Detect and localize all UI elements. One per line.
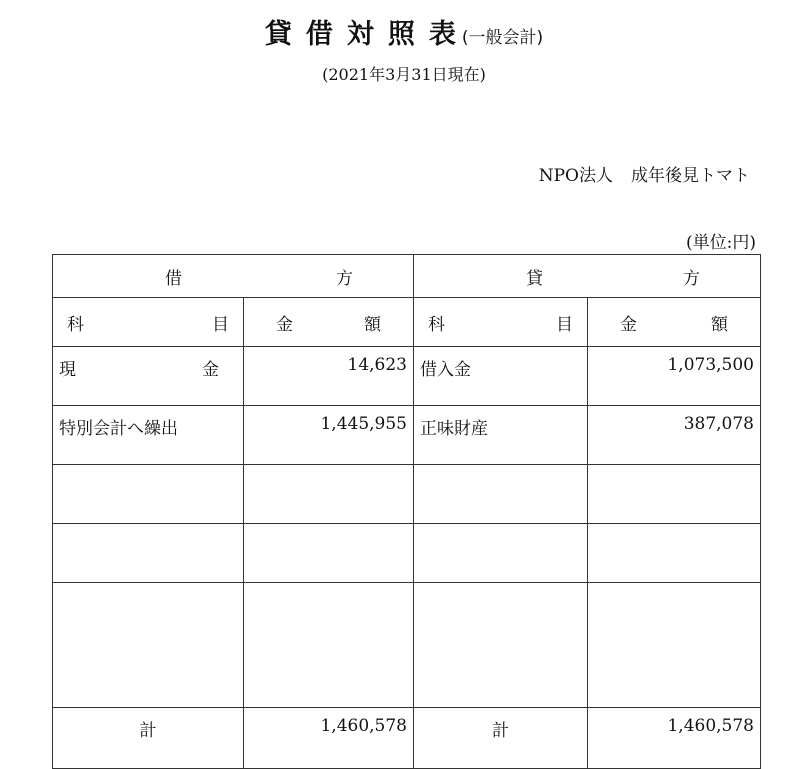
document-title (0, 12, 808, 51)
credit-amount-header (588, 298, 761, 347)
empty-row (53, 583, 761, 708)
cash-char-1: 現 (59, 360, 76, 380)
empty-cell (53, 465, 244, 524)
debit-header-char-1: 借 (165, 268, 182, 289)
organization (539, 161, 750, 186)
empty-cell (53, 583, 244, 708)
empty-cell (244, 583, 414, 708)
total-row (53, 708, 761, 769)
amount-char-2: 額 (711, 314, 728, 335)
side-header-row (53, 255, 761, 298)
empty-row (53, 524, 761, 583)
debit-side-header (53, 255, 414, 298)
credit-header-char-2: 方 (683, 268, 700, 289)
debit-total-amount: 1,460,578 (244, 708, 414, 769)
empty-cell (53, 524, 244, 583)
empty-row (53, 465, 761, 524)
amount-char-1: 金 (620, 314, 637, 335)
amount-char-2: 額 (364, 314, 381, 335)
subject-char-1: 科 (67, 314, 84, 335)
empty-cell (244, 524, 414, 583)
subject-char-2: 目 (556, 314, 573, 335)
empty-cell (414, 524, 588, 583)
column-header-row (53, 298, 761, 347)
subject-char-2: 目 (212, 314, 229, 335)
empty-cell (588, 583, 761, 708)
title-note: (一般会計) (461, 28, 544, 48)
empty-cell (588, 465, 761, 524)
credit-header-char-1: 貸 (526, 268, 543, 289)
credit-amount-cell: 387,078 (588, 406, 761, 465)
credit-total-amount: 1,460,578 (588, 708, 761, 769)
debit-amount-header (244, 298, 414, 347)
debit-subject-header (53, 298, 244, 347)
as-of-date: (2021年3月31日現在) (322, 65, 486, 84)
empty-cell (588, 524, 761, 583)
debit-subject-cell (53, 347, 244, 406)
debit-amount-cell: 14,623 (244, 347, 414, 406)
credit-amount-cell: 1,073,500 (588, 347, 761, 406)
credit-subject-header (414, 298, 588, 347)
debit-total-label: 計 (53, 708, 244, 769)
subject-char-1: 科 (428, 314, 445, 335)
empty-cell (414, 465, 588, 524)
debit-header-char-2: 方 (336, 268, 353, 289)
credit-subject-cell: 正味財産 (414, 406, 588, 465)
credit-total-label: 計 (414, 708, 588, 769)
debit-subject-cell: 特別会計へ繰出 (53, 406, 244, 465)
cash-char-2: 金 (202, 360, 219, 380)
debit-amount-cell: 1,445,955 (244, 406, 414, 465)
empty-cell (414, 583, 588, 708)
credit-side-header (414, 255, 761, 298)
title-text: 貸借対照表 (264, 19, 470, 50)
table-row (53, 347, 761, 406)
org-name: 成年後見トマト (631, 166, 750, 186)
balance-sheet-table (52, 254, 761, 769)
table-row (53, 406, 761, 465)
empty-cell (244, 465, 414, 524)
unit-label: (単位:円) (686, 233, 756, 253)
amount-char-1: 金 (276, 314, 293, 335)
credit-subject-cell: 借入金 (414, 347, 588, 406)
org-prefix: NPO法人 (538, 166, 613, 186)
